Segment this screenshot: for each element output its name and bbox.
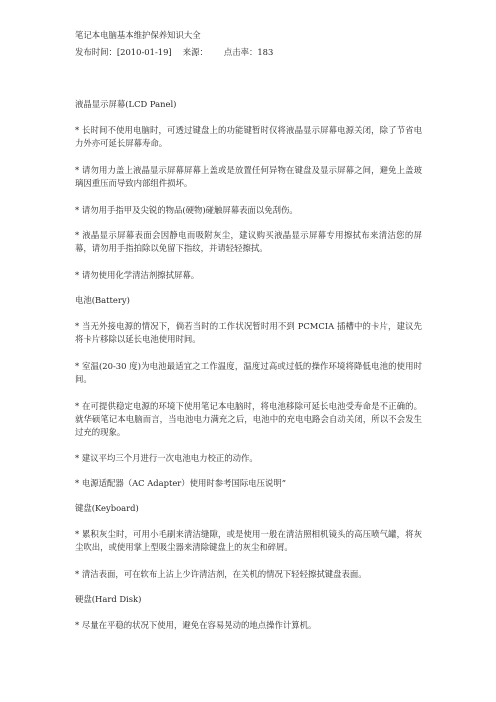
document-meta xyxy=(75,47,422,58)
paragraph: * 在可提供稳定电源的环境下使用笔记本电脑时，将电池移除可延长电池受寿命是不正确的。就华硕笔记本电脑而言，当电池电力满充之后，电池中的充电电路会自动关闭，所以不会发生过充的现象。 xyxy=(75,401,422,437)
publish-date: [2010-01-19] xyxy=(116,47,172,57)
paragraph: * 尽量在平稳的状况下使用，避免在容易晃动的地点操作计算机。 xyxy=(75,620,317,630)
paragraph: * 累积灰尘时，可用小毛刷来清洁缝隙，或是使用一般在清洁照相机镜头的高压喷气罐，将灰尘吹出，或使用掌上型吸尘器来清除键盘上的灰尘和碎屑。 xyxy=(75,529,422,552)
paragraph: * 长时间不使用电脑时，可透过键盘上的功能键暂时仅将液晶显示屏幕电源关闭，除了节省电力外亦可延长屏幕寿命。 xyxy=(75,125,422,148)
paragraph: * 清洁表面，可在软布上沾上少许清洁剂，在关机的情况下轻轻擦拭键盘表面。 xyxy=(75,569,367,579)
section-heading-hard-disk: 硬盘(Hard Disk) xyxy=(75,594,142,604)
paragraph: * 请勿使用化学清洁剂擦拭屏幕。 xyxy=(75,270,200,280)
section-heading-lcd: 液晶显示屏幕(LCD Panel) xyxy=(75,99,177,109)
paragraph: * 电源适配器（AC Adapter）使用时参考国际电压说明” xyxy=(75,478,287,488)
source-label: 来源： xyxy=(182,47,208,57)
paragraph: * 当无外接电源的情况下，倘若当时的工作状况暂时用不到 PCMCIA 插槽中的卡片，建议先将卡片移除以延长电池使用时间。 xyxy=(75,321,422,344)
date-label: 发布时间： xyxy=(75,47,117,57)
clicks-label: 点击率： xyxy=(223,47,258,57)
paragraph: * 液晶显示屏幕表面会因静电而吸附灰尘，建议购买液晶显示屏幕专用擦拭布来清洁您的屏幕，请勿用手指拍除以免留下指纹，并请轻轻擦拭。 xyxy=(75,230,422,253)
section-heading-battery: 电池(Battery) xyxy=(75,295,130,305)
section-heading-keyboard: 键盘(Keyboard) xyxy=(75,503,139,513)
paragraph: * 室温(20-30 度)为电池最适宜之工作温度，温度过高或过低的操作环境将降低电池的使用时间。 xyxy=(75,361,422,384)
paragraph: * 建议平均三个月进行一次电池电力校正的动作。 xyxy=(75,453,258,463)
paragraph: * 请勿用手指甲及尖锐的物品(硬物)碰触屏幕表面以免刮伤。 xyxy=(75,205,298,215)
document-title: 笔记本电脑基本维护保养知识大全 xyxy=(75,30,201,40)
click-count: 183 xyxy=(257,47,274,57)
paragraph: * 请勿用力盖上液晶显示屏幕屏幕上盖或是放置任何异物在键盘及显示屏幕之间，避免上盖玻璃因重压而导致内部组件损坏。 xyxy=(75,165,422,188)
